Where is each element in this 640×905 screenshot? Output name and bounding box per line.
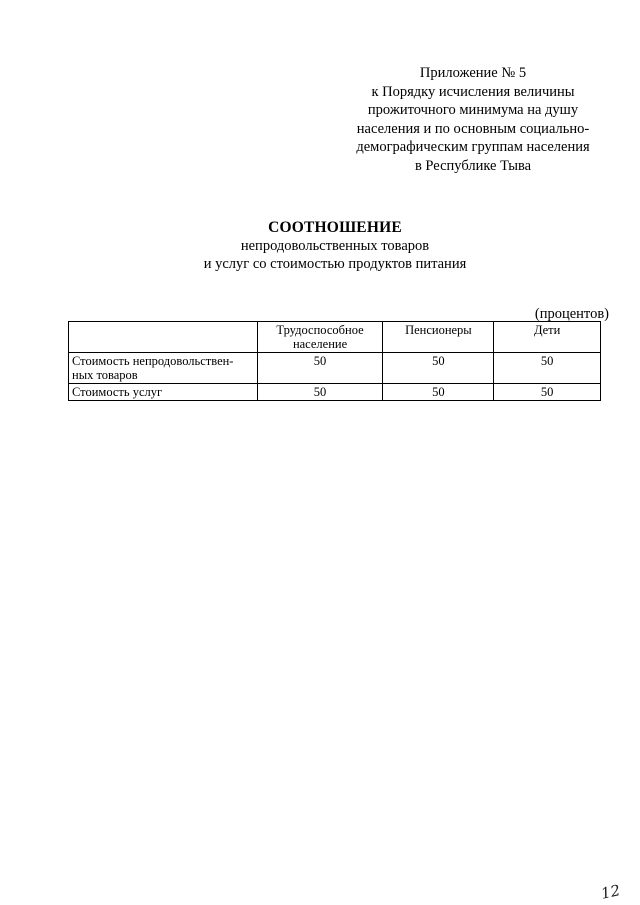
appendix-heading xyxy=(338,64,608,175)
cell-pensioners: 50 xyxy=(383,353,494,384)
row-label xyxy=(69,353,258,384)
row-label-text: Стоимость непродовольствен- xyxy=(72,354,234,368)
cell-children: 50 xyxy=(494,353,601,384)
cell-working-population: 50 xyxy=(257,384,383,401)
handwritten-page-number: 12 xyxy=(599,881,622,903)
row-label: Стоимость услуг xyxy=(69,384,258,401)
header-cell-pensioners: Пенсионеры xyxy=(383,322,494,353)
header-cell-blank xyxy=(69,322,258,353)
ratio-table xyxy=(68,321,601,401)
document-subtitle-line: и услуг со стоимостью продуктов питания xyxy=(203,256,467,272)
appendix-line: Приложение № 5 xyxy=(419,65,527,81)
header-cell-working-population xyxy=(257,322,383,353)
table-header-row xyxy=(69,322,601,353)
appendix-line: в Республике Тыва xyxy=(414,157,532,174)
appendix-line: населения и по основным социально- xyxy=(356,120,590,137)
unit-note: (процентов) xyxy=(534,306,609,322)
cell-children: 50 xyxy=(494,384,601,401)
document-subtitle-line: непродовольственных товаров xyxy=(240,238,430,254)
appendix-line: прожиточного минимума на душу xyxy=(367,102,579,118)
cell-working-population: 50 xyxy=(257,353,383,384)
document-title-block xyxy=(0,219,640,273)
table-row xyxy=(69,353,601,384)
row-label-text: ных товаров xyxy=(72,368,138,382)
header-cell-children: Дети xyxy=(494,322,601,353)
table-row xyxy=(69,384,601,401)
header-text: население xyxy=(292,337,348,351)
cell-pensioners: 50 xyxy=(383,384,494,401)
appendix-line: демографическим группам населения xyxy=(356,139,590,155)
header-text: Трудоспособное xyxy=(276,323,364,337)
document-title: СООТНОШЕНИЕ xyxy=(268,219,402,236)
appendix-line: к Порядку исчисления величины xyxy=(371,83,575,100)
